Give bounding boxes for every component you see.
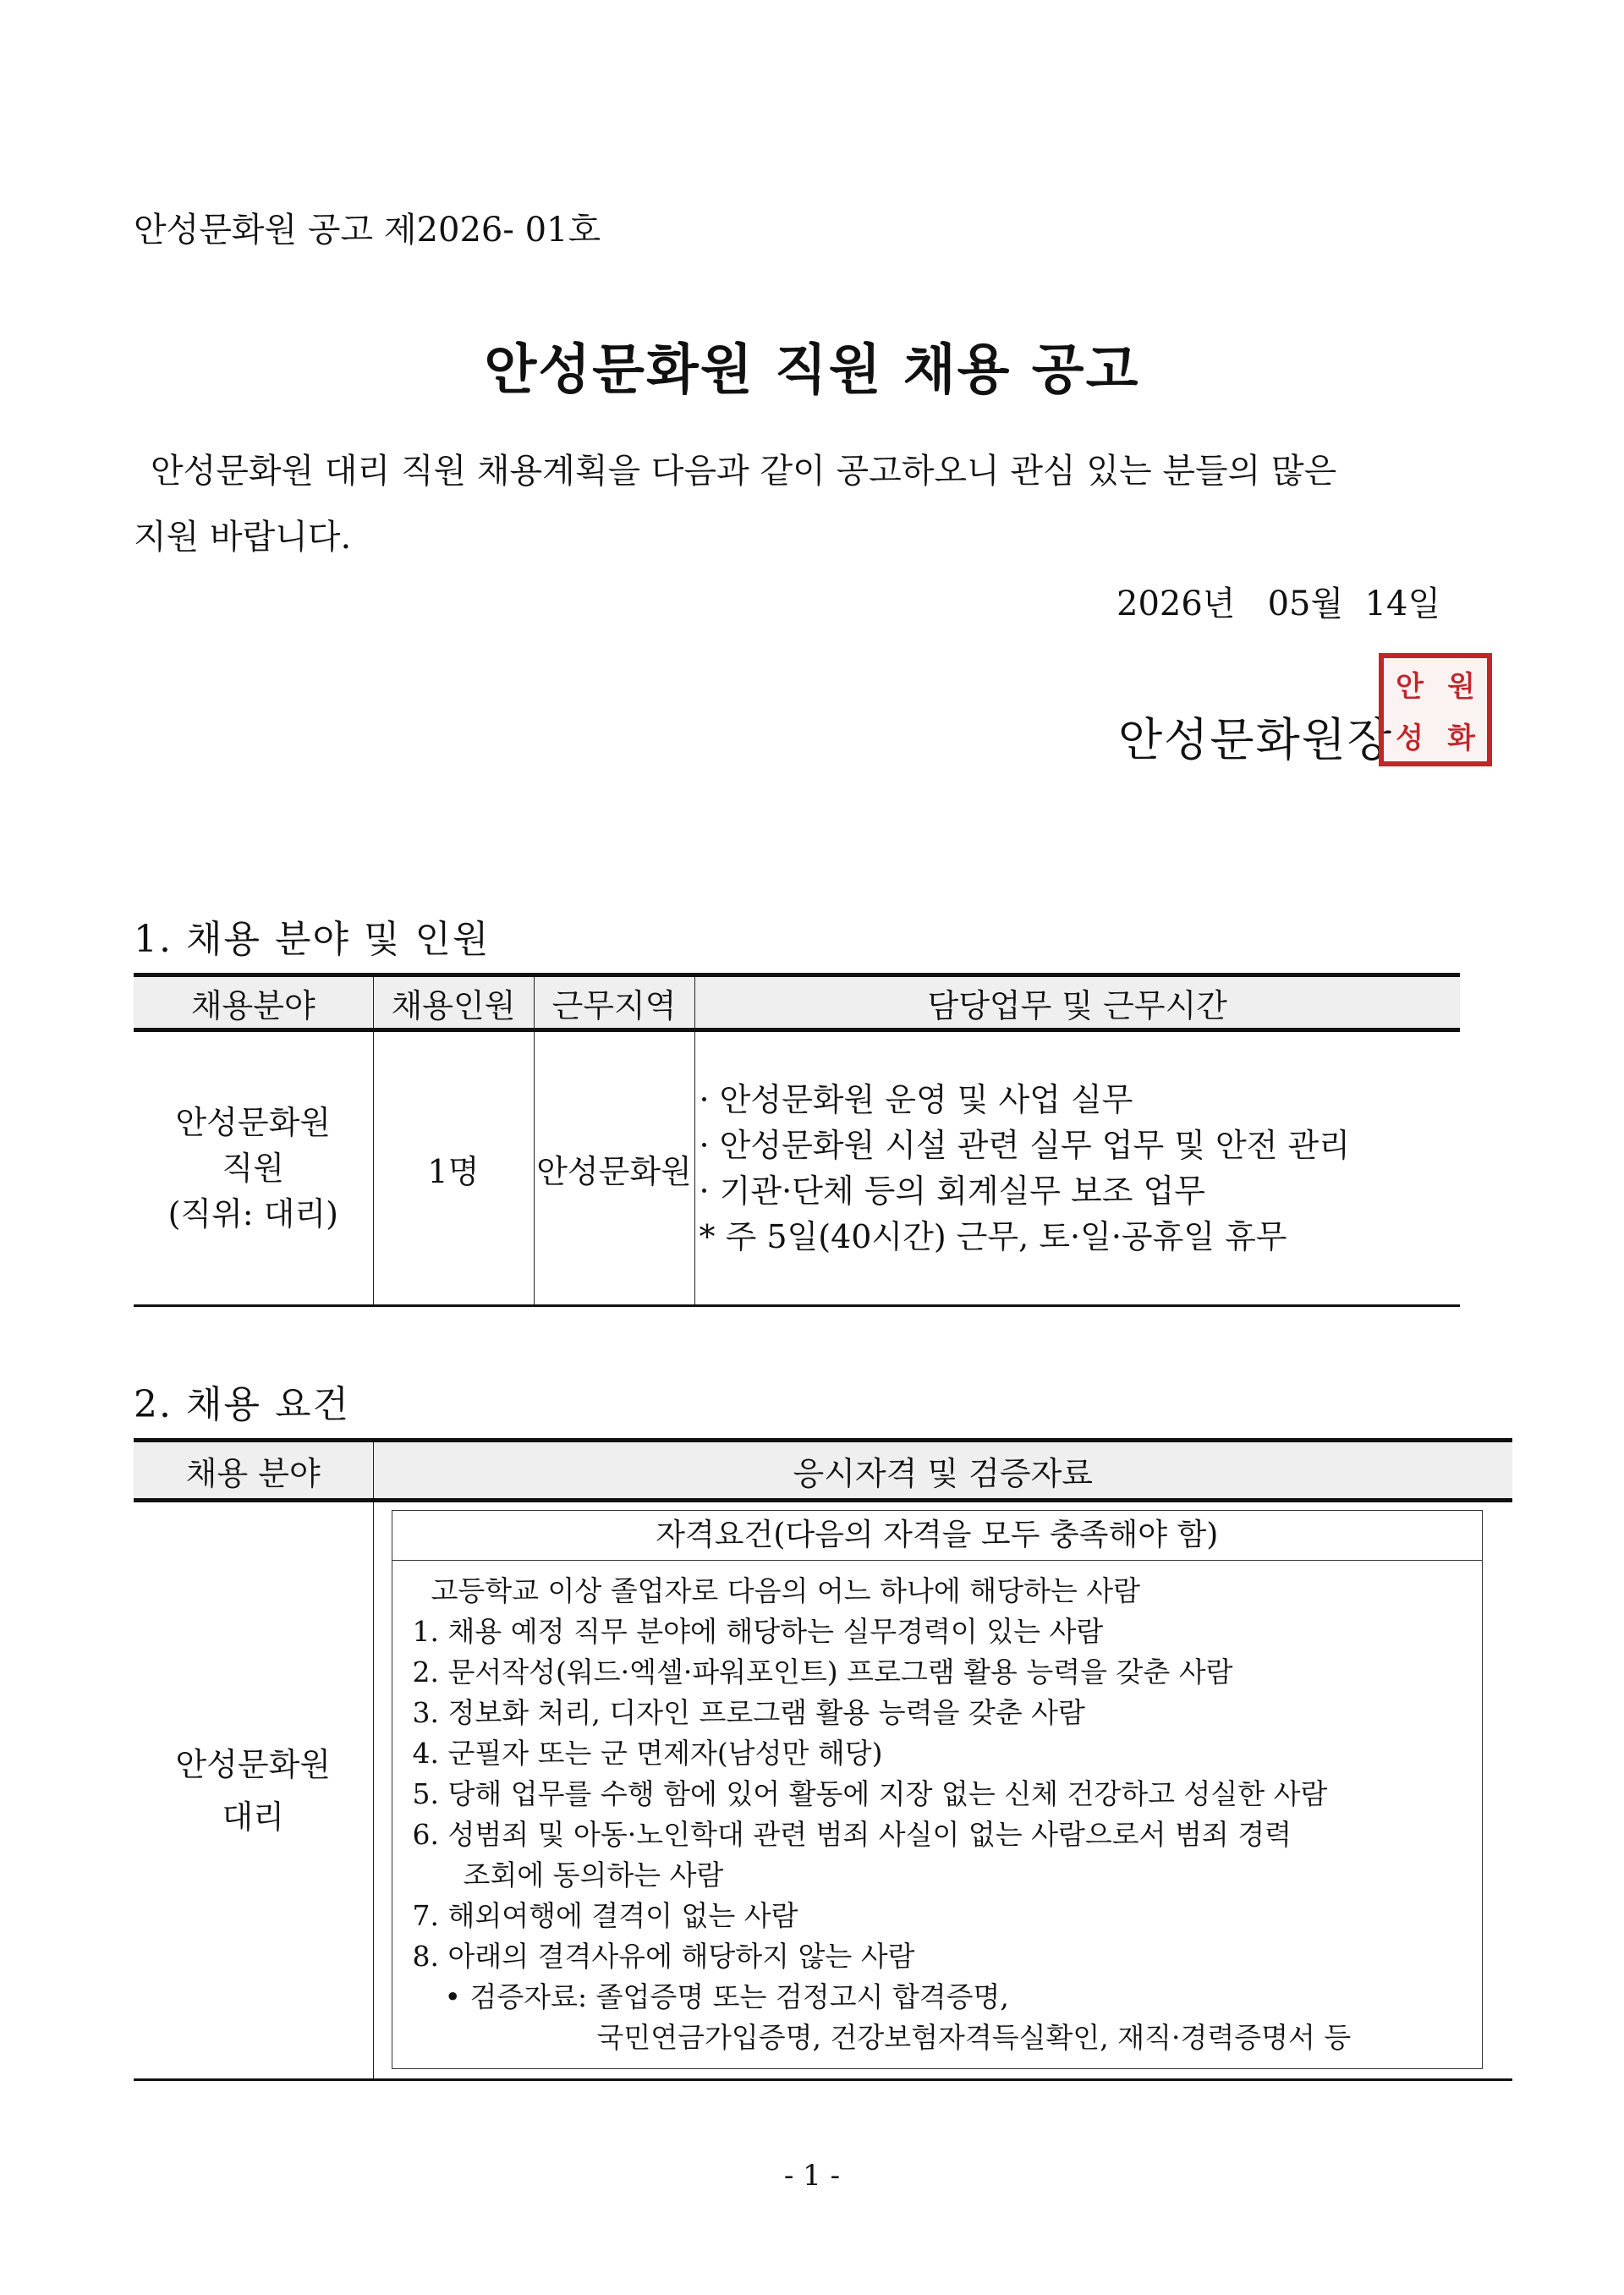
list-item: 3. 정보화 처리, 디자인 프로그램 활용 능력을 갖춘 사람 (412, 1696, 1085, 1729)
list-item-continuation: 조회에 동의하는 사람 (463, 1859, 724, 1891)
table-row (134, 1030, 1460, 1306)
field-line: (직위: 대리) (167, 1195, 338, 1233)
field-line: 대리 (222, 1798, 284, 1836)
notice-date: 2026년 05월 14일 (1116, 585, 1441, 623)
recruitment-field-table (134, 973, 1460, 1307)
requirements-box (392, 1510, 1484, 2069)
duty-item: · 안성문화원 운영 및 사업 실무 (699, 1081, 1133, 1118)
seal-char: 성 (1396, 722, 1424, 755)
evidence-line: • 검증자료: 졸업증명 또는 검정고시 합격증명, (444, 1980, 1009, 2013)
table-row (134, 1501, 1512, 2080)
cell-field (134, 1501, 373, 2080)
intro-line-1: 안성문화원 대리 직원 채용계획을 다음과 같이 공고하오니 관심 있는 분들의 많은 (151, 452, 1337, 491)
seal-char: 안 (1396, 670, 1424, 704)
intro-line-2: 지원 바랍니다. (134, 518, 352, 557)
header-requirements: 응시자격 및 검증자료 (373, 1441, 1512, 1501)
header-field: 채용 분야 (134, 1441, 373, 1501)
requirements-lead: 고등학교 이상 졸업자로 다음의 어느 하나에 해당하는 사람 (431, 1574, 1140, 1607)
list-item: 7. 해외여행에 결격이 없는 사람 (412, 1899, 798, 1932)
official-seal (1379, 653, 1492, 766)
requirements-table (134, 1438, 1512, 2081)
header-field: 채용분야 (134, 975, 373, 1030)
seal-char: 화 (1447, 722, 1475, 755)
header-location: 근무지역 (534, 975, 694, 1030)
requirements-box-title: 자격요건(다음의 자격을 모두 충족해야 함) (392, 1511, 1483, 1561)
section-2-title: 2. 채용 요건 (134, 1383, 350, 1426)
cell-location: 안성문화원 (534, 1030, 694, 1306)
table-header-row (134, 1441, 1512, 1501)
list-item: 6. 성범죄 및 아동·노인학대 관련 범죄 사실이 없는 사람으로서 범죄 경력 (412, 1818, 1292, 1851)
page-number: - 1 - (783, 2159, 841, 2193)
list-item: 5. 당해 업무를 수행 함에 있어 활동에 지장 없는 신체 건강하고 성실한 사람 (412, 1777, 1328, 1810)
list-item: 1. 채용 예정 직무 분야에 해당하는 실무경력이 있는 사람 (412, 1615, 1104, 1648)
duty-item: * 주 5일(40시간) 근무, 토·일·공휴일 휴무 (699, 1218, 1287, 1255)
requirements-list (392, 1561, 1483, 2068)
section-1-title: 1. 채용 분야 및 인원 (134, 918, 491, 961)
page-title: 안성문화원 직원 채용 공고 (484, 338, 1140, 402)
cell-duties (694, 1030, 1460, 1306)
intro-paragraph (134, 438, 1470, 570)
header-duties: 담당업무 및 근무시간 (694, 975, 1460, 1030)
field-line: 안성문화원 (175, 1104, 332, 1141)
field-line: 안성문화원 (175, 1745, 332, 1783)
notice-number: 안성문화원 공고 제2026- 01호 (134, 211, 601, 250)
duty-item: · 안성문화원 시설 관련 실무 업무 및 안전 관리 (699, 1127, 1350, 1164)
list-item: 4. 군필자 또는 군 면제자(남성만 해당) (412, 1737, 883, 1770)
duty-item: · 기관·단체 등의 회계실무 보조 업무 (699, 1172, 1205, 1210)
seal-char: 원 (1447, 670, 1475, 704)
field-line: 직원 (222, 1150, 284, 1187)
table-header-row (134, 975, 1460, 1030)
list-item: 2. 문서작성(워드·엑셀·파워포인트) 프로그램 활용 능력을 갖춘 사람 (412, 1655, 1233, 1688)
evidence-line: 국민연금가입증명, 건강보험자격득실확인, 재직·경력증명서 등 (596, 2021, 1352, 2054)
cell-field (134, 1030, 373, 1306)
cell-count: 1명 (373, 1030, 534, 1306)
cell-requirements (373, 1501, 1512, 2080)
issuer-name: 안성문화원장 (1118, 713, 1393, 766)
list-item: 8. 아래의 결격사유에 해당하지 않는 사람 (412, 1940, 915, 1973)
header-count: 채용인원 (373, 975, 534, 1030)
